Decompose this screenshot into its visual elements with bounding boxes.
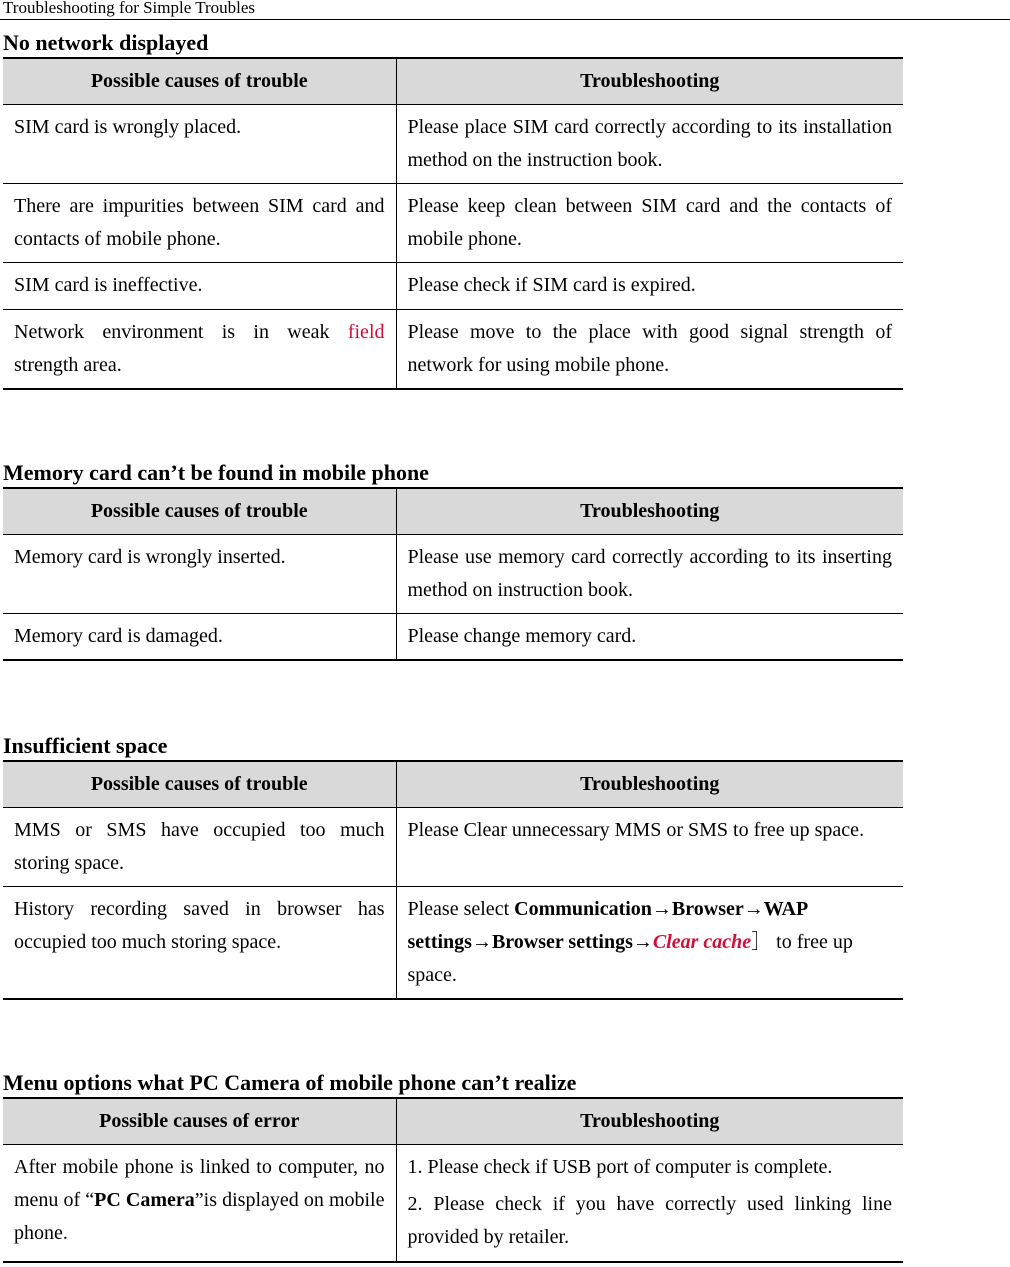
column-header-causes: Possible causes of trouble	[3, 58, 396, 105]
cause-cell	[3, 1145, 396, 1262]
text: ”is displayed on mobile phone.	[14, 1189, 385, 1244]
table-row	[3, 887, 903, 1000]
cause-cell: MMS or SMS have occupied too much storing space.	[3, 808, 396, 887]
text: Network environment is in weak	[14, 321, 348, 343]
fix-step: 2. Please check if you have correctly used linking line provided by retailer.	[407, 1193, 892, 1248]
trouble-table	[3, 1097, 903, 1263]
section-title: Memory card can’t be found in mobile phone	[3, 460, 429, 485]
fix-step: 1. Please check if USB port of computer is complete.	[407, 1156, 833, 1178]
column-header-causes: Possible causes of trouble	[3, 761, 396, 808]
trouble-table	[3, 760, 903, 1000]
text: ］ to free up space.	[407, 931, 853, 986]
cause-cell: Memory card is wrongly inserted.	[3, 535, 396, 614]
fix-cell: Please change memory card.	[396, 614, 903, 661]
highlighted-menu-item: Clear cache	[652, 931, 752, 953]
cause-cell: There are impurities between SIM card and contacts of mobile phone.	[3, 184, 396, 263]
column-header-troubleshooting: Troubleshooting	[396, 761, 903, 808]
fix-cell: Please place SIM card correctly according to its installation method on the instruction book.	[396, 105, 903, 184]
fix-cell: Please Clear unnecessary MMS or SMS to free up space.	[396, 808, 903, 887]
menu-name: PC Camera	[94, 1189, 195, 1211]
table-row	[3, 263, 903, 310]
table-row	[3, 184, 903, 263]
fix-cell	[396, 887, 903, 1000]
text: After mobile phone is linked to computer, no menu of “	[14, 1156, 385, 1211]
menu-path: Communication→Browser→WAP settings→Browser settings→	[407, 898, 808, 953]
cause-cell: History recording saved in browser has occupied too much storing space.	[14, 898, 385, 953]
text: strength area.	[14, 354, 122, 376]
header-rule	[0, 19, 1010, 20]
running-header: Troubleshooting for Simple Troubles	[3, 0, 256, 17]
table-row	[3, 105, 903, 184]
table-row	[3, 614, 903, 661]
table-row	[3, 535, 903, 614]
fix-cell: Please move to the place with good signal strength of network for using mobile phone.	[396, 310, 903, 390]
column-header-troubleshooting: Troubleshooting	[396, 58, 903, 105]
section-title: Insufficient space	[3, 733, 168, 758]
column-header-causes: Possible causes of error	[3, 1098, 396, 1145]
trouble-table	[3, 487, 903, 661]
text: Please select	[407, 898, 515, 920]
column-header-causes: Possible causes of trouble	[3, 488, 396, 535]
section-memory-card	[3, 458, 903, 661]
section-title: No network displayed	[3, 30, 209, 55]
column-header-troubleshooting: Troubleshooting	[396, 488, 903, 535]
fix-cell: Please use memory card correctly according to its inserting method on instruction book.	[396, 535, 903, 614]
trouble-table	[3, 57, 903, 390]
highlighted-text: field	[347, 321, 385, 343]
fix-cell: Please check if SIM card is expired.	[396, 263, 903, 310]
section-pc-camera	[3, 1068, 903, 1263]
section-title: Menu options what PC Camera of mobile phone can’t realize	[3, 1070, 577, 1095]
column-header-troubleshooting: Troubleshooting	[396, 1098, 903, 1145]
table-row	[3, 310, 903, 390]
section-insufficient-space	[3, 731, 903, 1000]
fix-cell: Please keep clean between SIM card and the contacts of mobile phone.	[396, 184, 903, 263]
cause-cell: SIM card is ineffective.	[3, 263, 396, 310]
cause-cell	[3, 310, 396, 390]
section-no-network	[3, 28, 903, 390]
table-row	[3, 1145, 903, 1262]
table-row	[3, 808, 903, 887]
cause-cell: SIM card is wrongly placed.	[3, 105, 396, 184]
cause-cell: Memory card is damaged.	[14, 625, 223, 647]
fix-cell	[396, 1145, 903, 1262]
